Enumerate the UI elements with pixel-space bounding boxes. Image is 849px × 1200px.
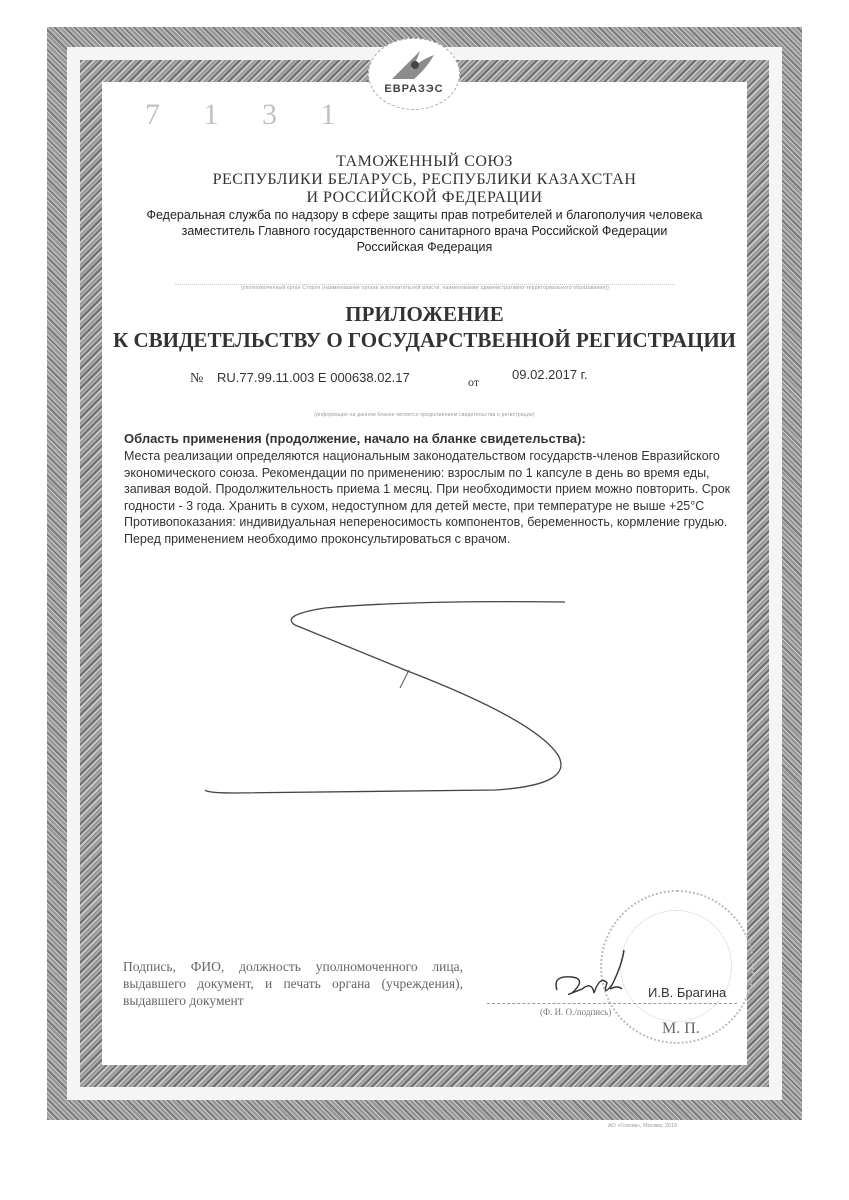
document-subtitle: К СВИДЕТЕЛЬСТВУ О ГОСУДАРСТВЕННОЙ РЕГИСТРАЦИИ: [113, 328, 736, 352]
document-title: ПРИЛОЖЕНИЕ: [345, 302, 504, 326]
registration-number: RU.77.99.11.003 Е 000638.02.17: [216, 370, 410, 385]
union-line-1: ТАМОЖЕННЫЙ СОЮЗ: [336, 153, 513, 170]
printer-imprint: АО «Гознак», Москва, 2016: [608, 1123, 678, 1129]
from-label: от: [468, 375, 480, 389]
service-line-3: Российская Федерация: [356, 240, 493, 254]
z-strike-line: [195, 590, 615, 810]
customs-union-header: [0, 153, 849, 207]
union-line-2: РЕСПУБЛИКИ БЕЛАРУСЬ, РЕСПУБЛИКИ КАЗАХСТАН: [212, 171, 637, 188]
registration-caption: (информация на данном бланке является продолжением свидетельства о регистрации): [314, 412, 535, 418]
logo-text: ЕВРАЗЭС: [384, 83, 444, 95]
application-area: [124, 431, 744, 547]
union-line-3: И РОССИЙСКОЙ ФЕДЕРАЦИИ: [306, 189, 543, 206]
eagle-emblem-icon: [384, 45, 444, 83]
section-title: Область применения (продолжение, начало на бланке свидетельства):: [124, 431, 586, 446]
service-line-1: Федеральная служба по надзору в сфере защиты прав потребителей и благополучия человека: [146, 208, 703, 222]
signature-label: Подпись, ФИО, должность уполномоченного лица, выдавшего документ, и печать органа (учреждения), выдавшего документ: [123, 959, 463, 1008]
registration-date: 09.02.2017 г.: [512, 367, 588, 382]
authority-caption: (уполномоченный орган Сторон (наименование органа исполнительной власти, наименование административно-территориального образования)): [175, 284, 675, 291]
signature-line: [487, 1003, 737, 1004]
signer-name: И.В. Брагина: [648, 985, 727, 1000]
fio-caption: (Ф. И. О./подпись): [540, 1007, 612, 1017]
evrazes-logo: [368, 38, 460, 110]
form-serial-number: 7 1 3 1: [145, 98, 354, 131]
section-text: Места реализации определяются национальным законодательством государств-членов Евразийского экономического союза. Рекомендации по применению: взрослым по 1 капсуле в день во время еды, запивая водой. Продолжительность приема 1 месяц. При необходимости прием можно повторить. Срок годности - 3 года. Хранить в сухом, недоступном для детей месте, при температуре не выше +25°С Противопоказания: индивидуальная непереносимость компонентов, беременность, кормление грудью. Перед применением необходимо проконсультироваться с врачом.: [124, 449, 731, 546]
official-stamp-inner: [620, 910, 732, 1022]
issuing-service: [0, 207, 849, 255]
stamp-place-label: М. П.: [662, 1020, 700, 1037]
handwritten-signature: [552, 945, 632, 1005]
number-sign: №: [190, 371, 204, 386]
registration-line: [190, 367, 588, 389]
service-line-2: заместитель Главного государственного санитарного врача Российской Федерации: [181, 224, 668, 238]
